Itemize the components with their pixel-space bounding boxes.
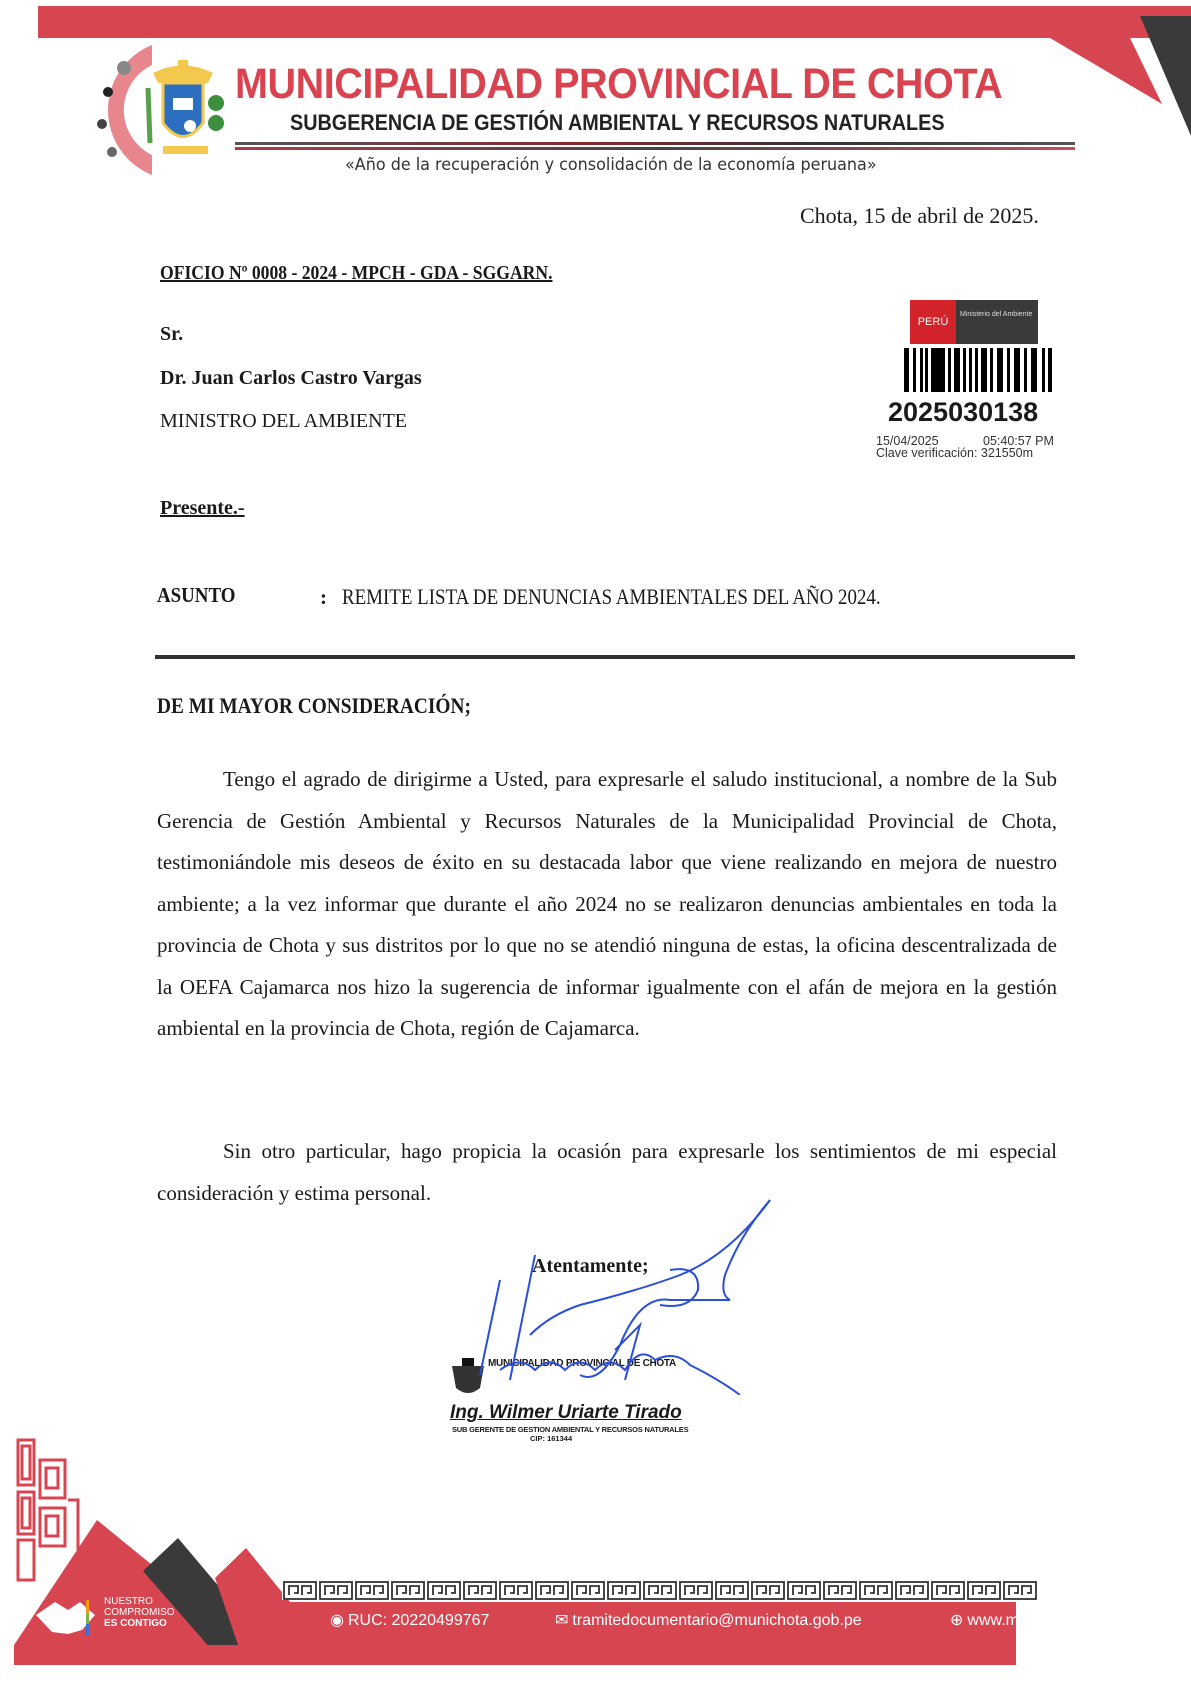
registration-time: 05:40:57 PM (983, 434, 1054, 448)
body-paragraph-text: Tengo el agrado de dirigirme a Usted, para expresarle el saludo institucional, a nombre de la Sub Gerencia de Gestión Ambiental y Recursos Naturales de la Municipalidad Provincial de Chota, testimoniándole mis deseos de éxito en su destacada labor que viene realizando en mejora de nuestro ambiente; a la vez informar que durante el año 2024 no se realizaron denuncias ambientales en toda la provincia de Chota y sus distritos por lo que no se atendió ninguna de estas, la oficina descentralizada de la OEFA Cajamarca nos hizo la sugerencia de informar igualmente con el afán de mejora en la gestión ambiental en la provincia de Chota, región de Cajamarca. (157, 767, 1057, 1040)
year-motto: «Año de la recuperación y consolidación de la economía peruana» (345, 155, 877, 175)
slogan-line-1: NUESTRO (104, 1596, 153, 1607)
footer-email[interactable] (555, 1610, 862, 1630)
verification-key: Clave verificación: 321550m (876, 446, 1034, 460)
signer-role: SUB GERENTE DE GESTION AMBIENTAL Y RECURSOS NATURALES (452, 1425, 689, 1434)
footer-website[interactable] (950, 1610, 1133, 1630)
globe-icon: ⊕ (950, 1612, 964, 1629)
peru-label: PERÚ (910, 300, 956, 344)
ruc-badge-icon: ◉ (330, 1612, 344, 1629)
signer-name: Ing. Wilmer Uriarte Tirado (450, 1402, 682, 1423)
greeting: DE MI MAYOR CONSIDERACIÓN; (157, 693, 471, 718)
header-divider-stripes (235, 142, 1075, 152)
ministry-logo (910, 300, 1038, 344)
envelope-icon: ✉ (555, 1612, 569, 1629)
website-text[interactable]: www.munichota.gob.pe (967, 1612, 1133, 1629)
gear-icon (117, 61, 131, 75)
letter-reference: OFICIO Nº 0008 - 2024 - MPCH - GDA - SGGARN. (160, 262, 553, 284)
salutation: Sr. (160, 323, 184, 345)
slogan-line-3: ES CONTIGO (104, 1618, 167, 1629)
ruc-text: RUC: 20220499767 (347, 1612, 490, 1629)
signer-cip: CIP: 161344 (530, 1434, 573, 1443)
andean-pattern-icon (18, 1440, 78, 1580)
letter-date: Chota, 15 de abril de 2025. (800, 203, 1039, 228)
body-paragraph-text: Sin otro particular, hago propicia la ocasión para expresarle los sentimientos de mi especial consideración y estima personal. (157, 1139, 1057, 1205)
subject-divider (155, 655, 1075, 659)
email-text[interactable]: tramitedocumentario@munichota.gob.pe (572, 1612, 862, 1629)
subject-text: REMITE LISTA DE DENUNCIAS AMBIENTALES DEL AÑO 2024. (342, 584, 881, 609)
barcode-icon (904, 348, 1052, 392)
handwritten-signature (440, 1195, 780, 1395)
department-name: SUBGERENCIA DE GESTIÓN AMBIENTAL Y RECURSOS NATURALES (290, 110, 945, 135)
stamp-organization: MUNICIPALIDAD PROVINCIAL DE CHOTA (488, 1358, 676, 1369)
footer-ruc (330, 1610, 489, 1630)
body-paragraph-1 (157, 759, 1057, 1050)
footer-slogan (104, 1596, 175, 1629)
coat-of-arms-icon (138, 58, 228, 158)
presente-label: Presente.- (160, 497, 245, 519)
subject-separator: : (320, 585, 327, 609)
recipient-title: MINISTRO DEL AMBIENTE (160, 410, 408, 432)
registration-number: 2025030138 (888, 397, 1039, 427)
ministry-label: Ministerio del Ambiente (956, 300, 1038, 344)
footer-decoration (0, 1420, 1191, 1684)
slogan-line-2: COMPROMISO (104, 1607, 175, 1618)
registration-date: 15/04/2025 (876, 434, 939, 448)
recipient-name: Dr. Juan Carlos Castro Vargas (160, 367, 422, 389)
closing: Atentamente; (532, 1255, 649, 1277)
subject-label: ASUNTO (157, 583, 236, 607)
institution-name: MUNICIPALIDAD PROVINCIAL DE CHOTA (235, 60, 1003, 108)
